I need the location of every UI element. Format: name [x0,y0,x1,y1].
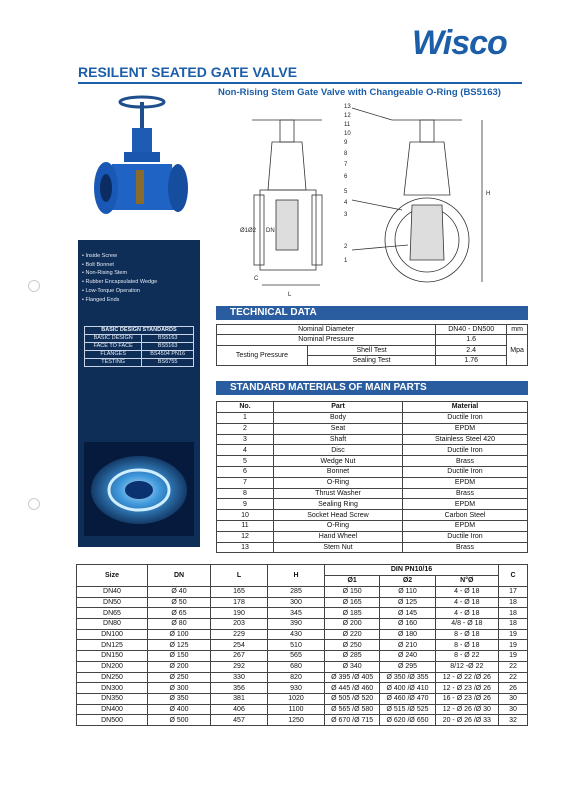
table-cell: 178 [211,597,268,608]
table-cell: BS5163 [142,343,194,351]
table-row [217,445,528,456]
table-cell: Ø 505 /Ø 520 [325,693,380,704]
table-cell: Ø 350 [148,693,211,704]
table-cell: Ø 565 /Ø 580 [325,704,380,715]
table-cell: 254 [211,640,268,651]
table-cell: 190 [211,608,268,619]
table-cell: DN50 [77,597,148,608]
table-cell: 7 [217,477,274,488]
callout-label: 13 [344,104,351,110]
table-cell: 2.4 [436,345,507,355]
technical-data-heading: TECHNICAL DATA [216,306,528,320]
table-cell: O-Ring [274,477,403,488]
table-cell: Ø 165 [325,597,380,608]
brand-logo: Wisco [412,24,507,62]
column-header: N°Ø [435,576,498,587]
table-cell: Ø 250 [325,640,380,651]
table-cell: 26 [499,683,528,694]
table-cell: Ductile Iron [403,445,528,456]
table-cell: 930 [268,683,325,694]
materials-heading: STANDARD MATERIALS OF MAIN PARTS [216,381,528,395]
column-header: H [268,565,325,587]
table-cell: Mpa [507,335,528,366]
table-cell: Body [274,413,403,424]
table-cell: Ø 295 [380,661,435,672]
materials-table [216,401,528,553]
table-row [217,413,528,424]
column-header: C [499,565,528,587]
table-cell: Ø 100 [148,629,211,640]
basic-design-table [84,326,194,367]
table-cell: 457 [211,715,268,726]
column-header: Part [274,402,403,413]
callout-label: 5 [344,189,348,195]
table-cell: 165 [211,587,268,598]
table-cell: 8 - Ø 22 [435,651,498,662]
table-cell: 8 - Ø 18 [435,629,498,640]
feature-item: • Low-Torque Operation [82,287,157,296]
feature-item: • Flanged Ends [82,296,157,305]
table-cell: 285 [268,587,325,598]
table-cell: 1 [217,413,274,424]
size-dimension-table [76,564,528,726]
table-cell: 5 [217,456,274,467]
callout-label: 7 [344,162,348,168]
feature-item: • Rubber Encapsulated Wedge [82,278,157,287]
table-cell: TESTING [85,359,142,367]
table-cell: DN80 [77,619,148,630]
table-cell: DN150 [77,651,148,662]
table-cell: Ø 40 [148,587,211,598]
column-header: Ø1 [325,576,380,587]
punch-hole [28,280,40,292]
table-cell: 345 [268,608,325,619]
callout-label: 8 [344,151,348,157]
table-row [77,715,528,726]
table-row [217,466,528,477]
table-cell: Ductile Iron [403,531,528,542]
table-cell: DN500 [77,715,148,726]
table-row [77,651,528,662]
table-cell: 8 - Ø 18 [435,640,498,651]
callout-label: 1 [344,258,348,264]
table-cell: DN350 [77,693,148,704]
table-cell: 19 [499,640,528,651]
table-row [217,456,528,467]
callout-label: 3 [344,212,348,218]
table-cell: 4 - Ø 18 [435,587,498,598]
table-cell: 13 [217,542,274,553]
punch-hole [28,498,40,510]
table-cell: 300 [268,597,325,608]
table-cell: BS4504 PN16 [142,351,194,359]
valve-product-photo [84,92,194,232]
feature-item: • Non-Rising Stem [82,269,157,278]
table-cell: 1100 [268,704,325,715]
table-cell: mm [507,325,528,335]
table-cell: DN400 [77,704,148,715]
table-cell: 30 [499,704,528,715]
table-cell: Ø 400 /Ø 410 [380,683,435,694]
column-header: DN [148,565,211,587]
table-row [217,434,528,445]
table-cell: 22 [499,661,528,672]
table-cell: 12 - Ø 26 /Ø 30 [435,704,498,715]
table-cell: Stem Nut [274,542,403,553]
table-row [77,608,528,619]
table-cell: Ø 150 [325,587,380,598]
table-cell: 292 [211,661,268,672]
column-header: L [211,565,268,587]
table-cell: Ø 200 [148,661,211,672]
callout-label: 2 [344,244,348,250]
table-row [217,423,528,434]
table-cell: Ø 50 [148,597,211,608]
table-cell: DN250 [77,672,148,683]
table-cell: DN40 - DN500 [436,325,507,335]
column-header: Ø2 [380,576,435,587]
table-cell: Hand Wheel [274,531,403,542]
dimension-label: L [288,292,292,298]
table-cell: DN125 [77,640,148,651]
table-cell: 18 [499,608,528,619]
table-cell: EPDM [403,477,528,488]
table-cell: Brass [403,542,528,553]
table-cell: Wedge Nut [274,456,403,467]
table-cell: 430 [268,629,325,640]
table-cell: FACE TO FACE [85,343,142,351]
table-cell: 2 [217,423,274,434]
table-cell: 3 [217,434,274,445]
table-cell: Brass [403,488,528,499]
table-cell: Ø 285 [325,651,380,662]
table-cell: 4 - Ø 18 [435,608,498,619]
callout-label: 4 [344,200,348,206]
table-cell: BS6755 [142,359,194,367]
table-row [217,531,528,542]
table-row [77,640,528,651]
table-cell: 680 [268,661,325,672]
table-cell: 267 [211,651,268,662]
callout-label: 12 [344,113,351,119]
table-cell: Ø 400 [148,704,211,715]
table-row [217,510,528,521]
table-cell: Testing Pressure [217,345,308,366]
table-cell: 565 [268,651,325,662]
table-cell: 4 [217,445,274,456]
table-cell: Shell Test [308,345,436,355]
table-cell: Ø 670 /Ø 715 [325,715,380,726]
title-divider [78,82,522,84]
table-cell: Sealing Ring [274,499,403,510]
dimension-label: C [254,276,259,282]
table-cell: Seat [274,423,403,434]
table-row [217,488,528,499]
bearing-product-photo [84,442,194,536]
table-cell: 22 [499,672,528,683]
table-cell: EPDM [403,520,528,531]
table-row [77,704,528,715]
table-cell: Bonnet [274,466,403,477]
table-cell: Ø 620 /Ø 650 [380,715,435,726]
table-cell: 356 [211,683,268,694]
table-row [77,619,528,630]
table-cell: Ø 200 [325,619,380,630]
table-cell: Ø 340 [325,661,380,672]
column-header: No. [217,402,274,413]
table-cell: Ø 250 [148,672,211,683]
table-row [77,661,528,672]
table-cell: BS5163 [142,335,194,343]
table-cell: 330 [211,672,268,683]
table-cell: DN300 [77,683,148,694]
table-cell: Ø 125 [148,640,211,651]
table-row [77,587,528,598]
dimension-label: DN [266,228,275,234]
table-cell: 18 [499,597,528,608]
table-cell: Ø 185 [325,608,380,619]
table-cell: Stainless Steel 420 [403,434,528,445]
table-cell: Ø 65 [148,608,211,619]
callout-label: 11 [344,122,351,128]
table-cell: 19 [499,651,528,662]
table-cell: 10 [217,510,274,521]
table-cell: Ø 220 [325,629,380,640]
column-header: Size [77,565,148,587]
table-cell: Ø 80 [148,619,211,630]
table-cell: Thrust Washer [274,488,403,499]
table-cell: Carbon Steel [403,510,528,521]
table-cell: 18 [499,619,528,630]
table-cell: Ø 350 /Ø 355 [380,672,435,683]
table-cell: Ductile Iron [403,466,528,477]
table-cell: 20 - Ø 26 /Ø 33 [435,715,498,726]
table-cell: 381 [211,693,268,704]
column-group-header: DIN PN10/16 [325,565,499,576]
table-cell: 1250 [268,715,325,726]
table-cell: 30 [499,693,528,704]
table-cell: Shaft [274,434,403,445]
table-cell: 12 - Ø 22 /Ø 26 [435,672,498,683]
table-row [77,597,528,608]
table-cell: 32 [499,715,528,726]
table-cell: 11 [217,520,274,531]
table-cell: Ø 180 [380,629,435,640]
table-cell: DN65 [77,608,148,619]
table-row [217,520,528,531]
table-cell: Ø 500 [148,715,211,726]
table-cell: Ø 300 [148,683,211,694]
table-cell: 1.6 [436,335,507,345]
table-cell: 12 [217,531,274,542]
table-cell: Ø 395 /Ø 405 [325,672,380,683]
feature-item: • Bolt Bonnet [82,261,157,270]
table-cell: 1.76 [436,355,507,365]
feature-list [82,252,157,304]
table-cell: 229 [211,629,268,640]
table-cell: 406 [211,704,268,715]
table-row [77,683,528,694]
table-cell: Ductile Iron [403,413,528,424]
table-cell: EPDM [403,423,528,434]
table-cell: 203 [211,619,268,630]
table-cell: Ø 515 /Ø 525 [380,704,435,715]
table-cell: Ø 145 [380,608,435,619]
table-cell: Socket Head Screw [274,510,403,521]
technical-data-table [216,324,528,366]
table-cell: FLANGES [85,351,142,359]
table-cell: 19 [499,629,528,640]
table-cell: 390 [268,619,325,630]
callout-label: 10 [344,131,351,137]
table-cell: 8 [217,488,274,499]
table-row [77,629,528,640]
dimension-label: Ø2 [248,228,257,234]
table-cell: 4 - Ø 18 [435,597,498,608]
table-cell: Ø 210 [380,640,435,651]
table-cell: 510 [268,640,325,651]
table-cell: O-Ring [274,520,403,531]
table-row [217,477,528,488]
table-cell: BASIC DESIGN [85,335,142,343]
table-row [77,672,528,683]
table-cell: Disc [274,445,403,456]
table-cell: Ø 445 /Ø 460 [325,683,380,694]
table-cell: 1020 [268,693,325,704]
table-cell: 17 [499,587,528,598]
feature-item: • Inside Screw [82,252,157,261]
table-row [217,499,528,510]
callout-label: 6 [344,174,348,180]
table-cell: 820 [268,672,325,683]
table-cell: Brass [403,456,528,467]
callout-label: 9 [344,140,348,146]
valve-technical-drawing [232,100,532,300]
table-cell: Sealing Test [308,355,436,365]
table-cell: Ø 110 [380,587,435,598]
table-cell: Ø 160 [380,619,435,630]
basic-design-header: BASIC DESIGN STANDARDS [85,327,194,335]
page-title: RESILENT SEATED GATE VALVE [78,64,298,80]
table-cell: EPDM [403,499,528,510]
dimension-label: Ø1 [240,228,249,234]
table-cell: Ø 150 [148,651,211,662]
dimension-label: H [486,191,491,197]
table-row [77,693,528,704]
table-cell: 12 - Ø 23 /Ø 26 [435,683,498,694]
table-row [217,542,528,553]
table-cell: Ø 460 /Ø 470 [380,693,435,704]
table-cell: Nominal Pressure [217,335,436,345]
table-cell: DN40 [77,587,148,598]
table-cell: 16 - Ø 23 /Ø 26 [435,693,498,704]
table-cell: Ø 240 [380,651,435,662]
table-cell: 8/12 -Ø 22 [435,661,498,672]
table-cell: 9 [217,499,274,510]
table-cell: DN200 [77,661,148,672]
table-cell: Nominal Diameter [217,325,436,335]
table-cell: Ø 125 [380,597,435,608]
table-cell: DN100 [77,629,148,640]
table-cell: 6 [217,466,274,477]
column-header: Material [403,402,528,413]
table-cell: 4/8 - Ø 18 [435,619,498,630]
page-subtitle: Non-Rising Stem Gate Valve with Changeable O-Ring (BS5163) [218,87,501,98]
